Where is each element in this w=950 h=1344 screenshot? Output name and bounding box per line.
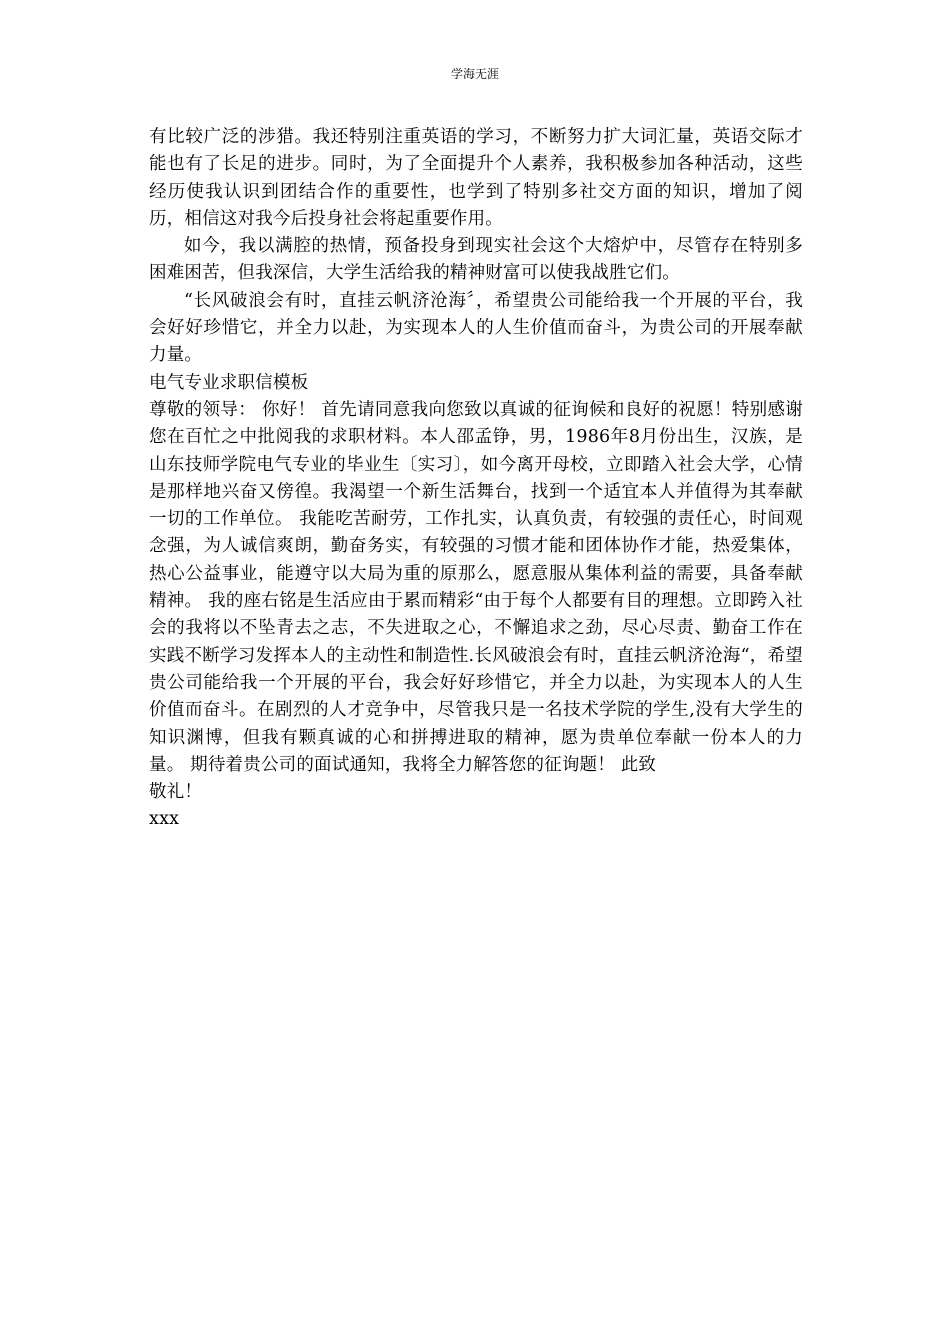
paragraph-continued: 有比较广泛的涉猎。我还特别注重英语的学习，不断努力扩大词汇量，英语交际才能也有了长足的进步。同时，为了全面提升个人素养，我积极参加各种活动，这些经历使我认识到团结合作的重要性，也学到了特别多社交方面的知识，增加了阅历，相信这对我今后投身社会将起重要作用。 — [149, 127, 803, 229]
letter-closing: 敬礼！ — [149, 782, 203, 803]
letter-body: 尊敬的领导： 你好！ 首先请同意我向您致以真诚的征询候和良好的祝愿！特别感谢您在百忙之中批阅我的求职材料。本人邵孟铮，男，1986年8月份出生，汉族，是山东技师学院电气专业的毕业生〔实习〕，如今离开母校，立即踏入社会大学，心情是那样地兴奋又傍徨。我渴望一个新生活舞台，找到一个适宜本人并值得为其奉献一切的工作单位。 我能吃苦耐劳，工作扎实，认真负责，有较强的责任心，时间观念强，为人诚信爽朗，勤奋务实，有较强的习惯才能和团体协作才能，热爱集体，热心公益事业，能遵守以大局为重的原那么，愿意服从集体利益的需要，具备奉献精神。 我的座右铭是生活应由于累而精彩“由于每个人都要有目的理想。立即跨入社会的我将以不坠青去之志，不失进取之心，不懈追求之劲，尽心尽责、勤奋工作在实践不断学习发挥本人的主动性和制造性.长风破浪会有时，直挂云帆济沧海“，希望贵公司能给我一个开展的平台，我会好好珍惜它，并全力以赴，为实现本人的人生价值而奋斗。在剧烈的人才竞争中，尽管我只是一名技术学院的学生,没有大学生的知识渊博，但我有颗真诚的心和拼搏进取的精神，愿为贵单位奉献一份本人的力量。 期待着贵公司的面试通知，我将全力解答您的征询题！ 此致 — [149, 399, 803, 775]
paragraph-quote: “长风破浪会有时，直挂云帆济沧海〞，希望贵公司能给我一个开展的平台，我会好好珍惜它，并全力以赴，为实现本人的人生价值而奋斗，为贵公司的开展奉献力量。 — [149, 290, 803, 366]
paragraph-present: 如今，我以满腔的热情，预备投身到现实社会这个大熔炉中，尽管存在特别多困难困苦，但我深信，大学生活给我的精神财富可以使我战胜它们。 — [149, 236, 803, 284]
document-body — [149, 124, 803, 834]
letter-signature: xxx — [149, 809, 180, 830]
page-header: 学海无涯 — [450, 67, 499, 81]
section-title: 电气专业求职信模板 — [149, 372, 309, 393]
